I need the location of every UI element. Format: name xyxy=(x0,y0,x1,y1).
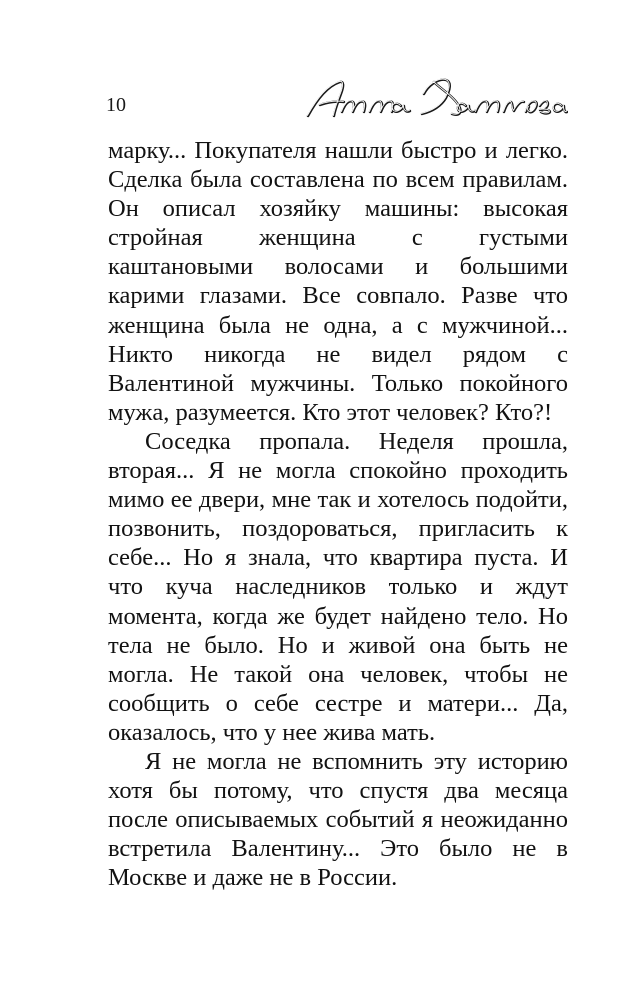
body-text xyxy=(108,136,568,892)
page-number: 10 xyxy=(106,94,126,116)
paragraph-2: Соседка пропала. Неделя прошла, вторая... Я не могла спокойно проходить мимо ее двери, мне так и хотелось подойти, позвонить, поздороваться, пригласить к себе... Но я знала, что квартира пуста. И что куча наследников только и ждут момента, когда же будет найдено тело. Но тела не было. Но и живой она быть не могла. Не такой она человек, чтобы не сообщить о себе сестре и матери... Да, оказалось, что у нее жива мать. xyxy=(108,427,568,746)
paragraph-1: марку... Покупателя нашли быстро и легко. Сделка была составлена по всем правилам. Он описал хозяйку машины: высокая стройная женщина с густыми каштановыми волосами и большими карими глазами. Все совпало. Разве что женщина была не одна, а с мужчиной... Никто никогда не видел рядом с Валентиной мужчины. Только покойного мужа, разумеется. Кто этот человек? Кто?! xyxy=(108,137,568,426)
page-header xyxy=(0,0,640,130)
author-name-logo xyxy=(300,68,568,128)
paragraph-3: Я не могла не вспомнить эту историю хотя бы потому, что спустя два месяца после описываемых событий я неожиданно встретила Валентину... Это было не в Москве и даже не в России. xyxy=(108,747,568,892)
